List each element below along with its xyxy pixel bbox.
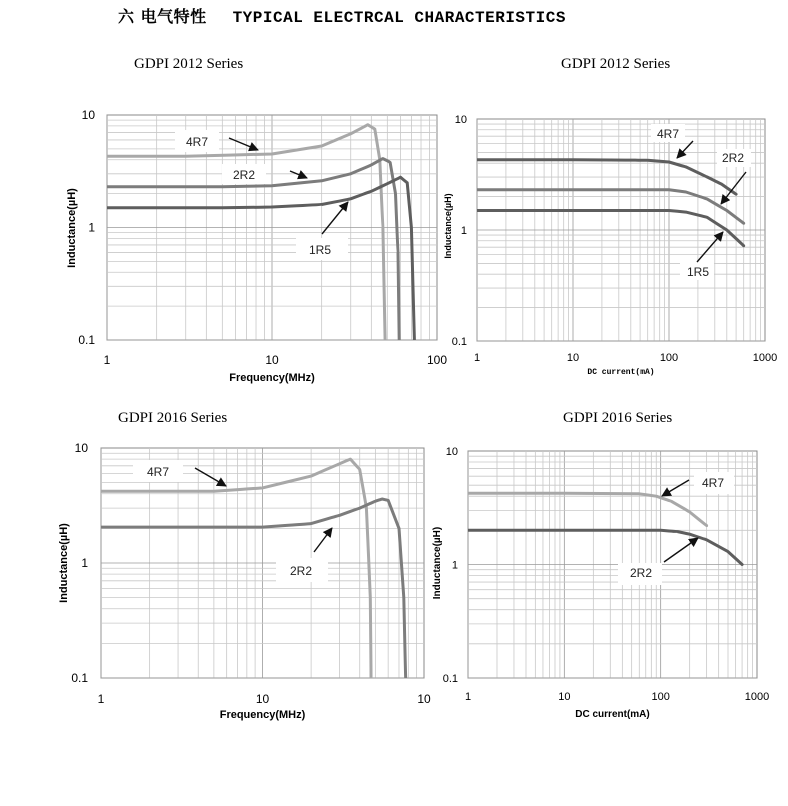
annotation-label: 2R2	[232, 168, 256, 182]
x-tick-label: 1	[103, 353, 111, 367]
x-axis-label: Frequency(MHz)	[229, 372, 315, 384]
x-tick-label: 10	[265, 353, 279, 367]
annotation-label: 4R7	[146, 465, 170, 479]
y-tick-label: 0.1	[442, 673, 458, 685]
y-axis-label: Inductance(µH)	[432, 526, 443, 600]
x-tick-label: 1000	[752, 352, 778, 364]
annotation-label: 2R2	[721, 151, 745, 165]
x-tick-label: 1	[464, 691, 472, 703]
annotation-label: 4R7	[185, 135, 209, 149]
y-tick-label: 0.1	[451, 336, 467, 348]
y-tick-label: 1	[88, 220, 95, 235]
x-tick-label: 10	[255, 692, 270, 706]
y-tick-label: 1	[81, 556, 88, 570]
x-tick-label: 1000	[744, 691, 770, 703]
x-tick-label: 10	[558, 691, 571, 703]
y-tick-label: 1	[451, 559, 458, 572]
y-axis-label: Inductance(µH)	[443, 193, 453, 259]
y-tick-label: 1	[460, 225, 467, 237]
x-tick-label: 10	[417, 692, 431, 706]
x-tick-label: 1	[97, 692, 105, 706]
heading-en: TYPICAL ELECTRCAL CHARACTERISTICS	[232, 9, 566, 27]
grid-lines	[107, 115, 437, 340]
x-tick-label: 10	[566, 352, 580, 364]
y-axis-label: Inductance(µH)	[58, 523, 70, 603]
chart-c3	[58, 441, 431, 721]
x-axis-label: Frequency(MHz)	[219, 709, 306, 721]
chart-title-c4: GDPI 2016 Series	[563, 410, 673, 426]
chart-title-c3: GDPI 2016 Series	[118, 410, 228, 426]
x-tick-label: 100	[651, 691, 670, 703]
x-tick-label: 1	[473, 352, 481, 364]
y-tick-label: 10	[81, 108, 95, 122]
annotation-label: 1R5	[686, 265, 710, 279]
y-tick-label: 0.1	[71, 671, 88, 685]
heading-cn: 六 电气特性	[118, 7, 207, 26]
x-axis-label: DC current(mA)	[587, 368, 655, 377]
x-axis-label: DC current(mA)	[575, 709, 650, 720]
annotation-label: 4R7	[656, 127, 680, 141]
chart-c1	[66, 108, 447, 384]
chart-title-c1: GDPI 2012 Series	[134, 56, 244, 72]
annotation-label: 1R5	[308, 243, 332, 257]
y-tick-label: 10	[454, 114, 467, 126]
y-axis-label: Inductance(µH)	[66, 188, 78, 268]
y-tick-label: 0.1	[78, 333, 95, 347]
grid-lines	[101, 448, 424, 678]
annotation-label: 2R2	[289, 564, 313, 578]
annotation-label: 2R2	[629, 566, 653, 580]
chart-title-c2: GDPI 2012 Series	[561, 56, 671, 72]
y-tick-label: 10	[74, 441, 88, 455]
chart-c2	[443, 114, 777, 377]
annotation-label: 4R7	[701, 476, 725, 490]
x-tick-label: 100	[426, 353, 448, 367]
chart-c4	[432, 446, 769, 720]
y-tick-label: 10	[445, 446, 458, 458]
x-tick-label: 100	[659, 352, 679, 364]
